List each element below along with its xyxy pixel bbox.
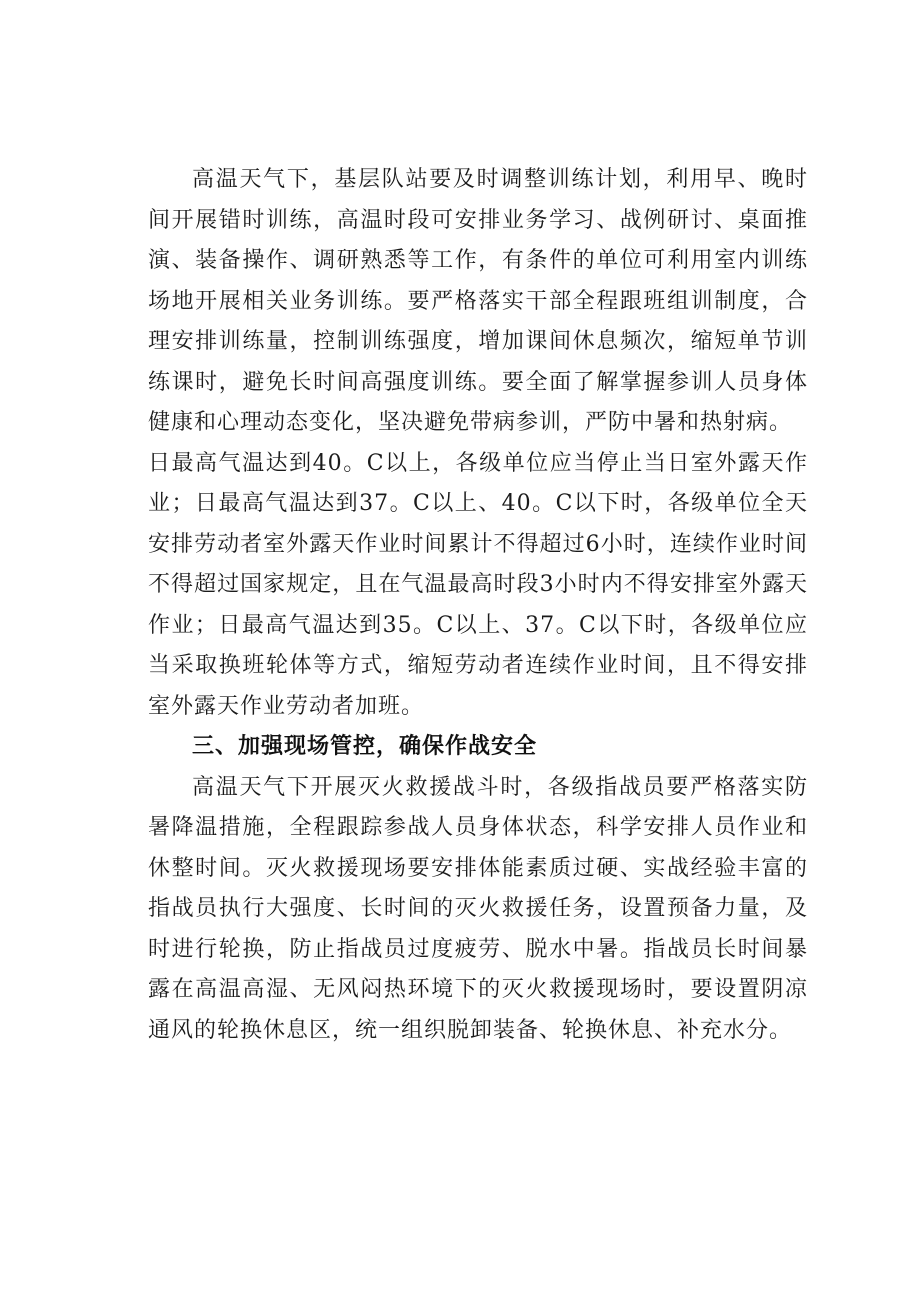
paragraph-temperature-limits: 日最高气温达到40。C以上，各级单位应当停止当日室外露天作业；日最高气温达到37。C以上、40。C以下时，各级单位全天安排劳动者室外露天作业时间累计不得超过6小时，连续作业时间不得超过国家规定，且在气温最高时段3小时内不得安排室外露天作业；日最高气温达到35。C以上、37。C以下时，各级单位应当采取换班轮体等方式，缩短劳动者连续作业时间，且不得安排室外露天作业劳动者加班。 bbox=[148, 450, 808, 719]
document-body bbox=[148, 160, 808, 1051]
paragraph-training-plan: 高温天气下，基层队站要及时调整训练计划，利用早、晚时间开展错时训练，高温时段可安排业务学习、战例研讨、桌面推演、装备操作、调研熟悉等工作，有条件的单位可利用室内训练场地开展相关业务训练。要严格落实干部全程跟班组训制度，合理安排训练量，控制训练强度，增加课间休息频次，缩短单节训练课时，避免长时间高强度训练。要全面了解掌握参训人员身体健康和心理动态变化，坚决避免带病参训，严防中暑和热射病。 bbox=[148, 167, 808, 435]
section-heading: 三、加强现场管控，确保作战安全 bbox=[192, 734, 538, 759]
paragraph-field-control: 高温天气下开展灭火救援战斗时，各级指战员要严格落实防暑降温措施，全程跟踪参战人员身体状态，科学安排人员作业和休整时间。灭火救援现场要安排体能素质过硬、实战经验丰富的指战员执行大强度、长时间的灭火救援任务，设置预备力量，及时进行轮换，防止指战员过度疲劳、脱水中暑。指战员长时间暴露在高温高湿、无风闷热环境下的灭火救援现场时，要设置阴凉通风的轮换休息区，统一组织脱卸装备、轮换休息、补充水分。 bbox=[148, 774, 808, 1043]
